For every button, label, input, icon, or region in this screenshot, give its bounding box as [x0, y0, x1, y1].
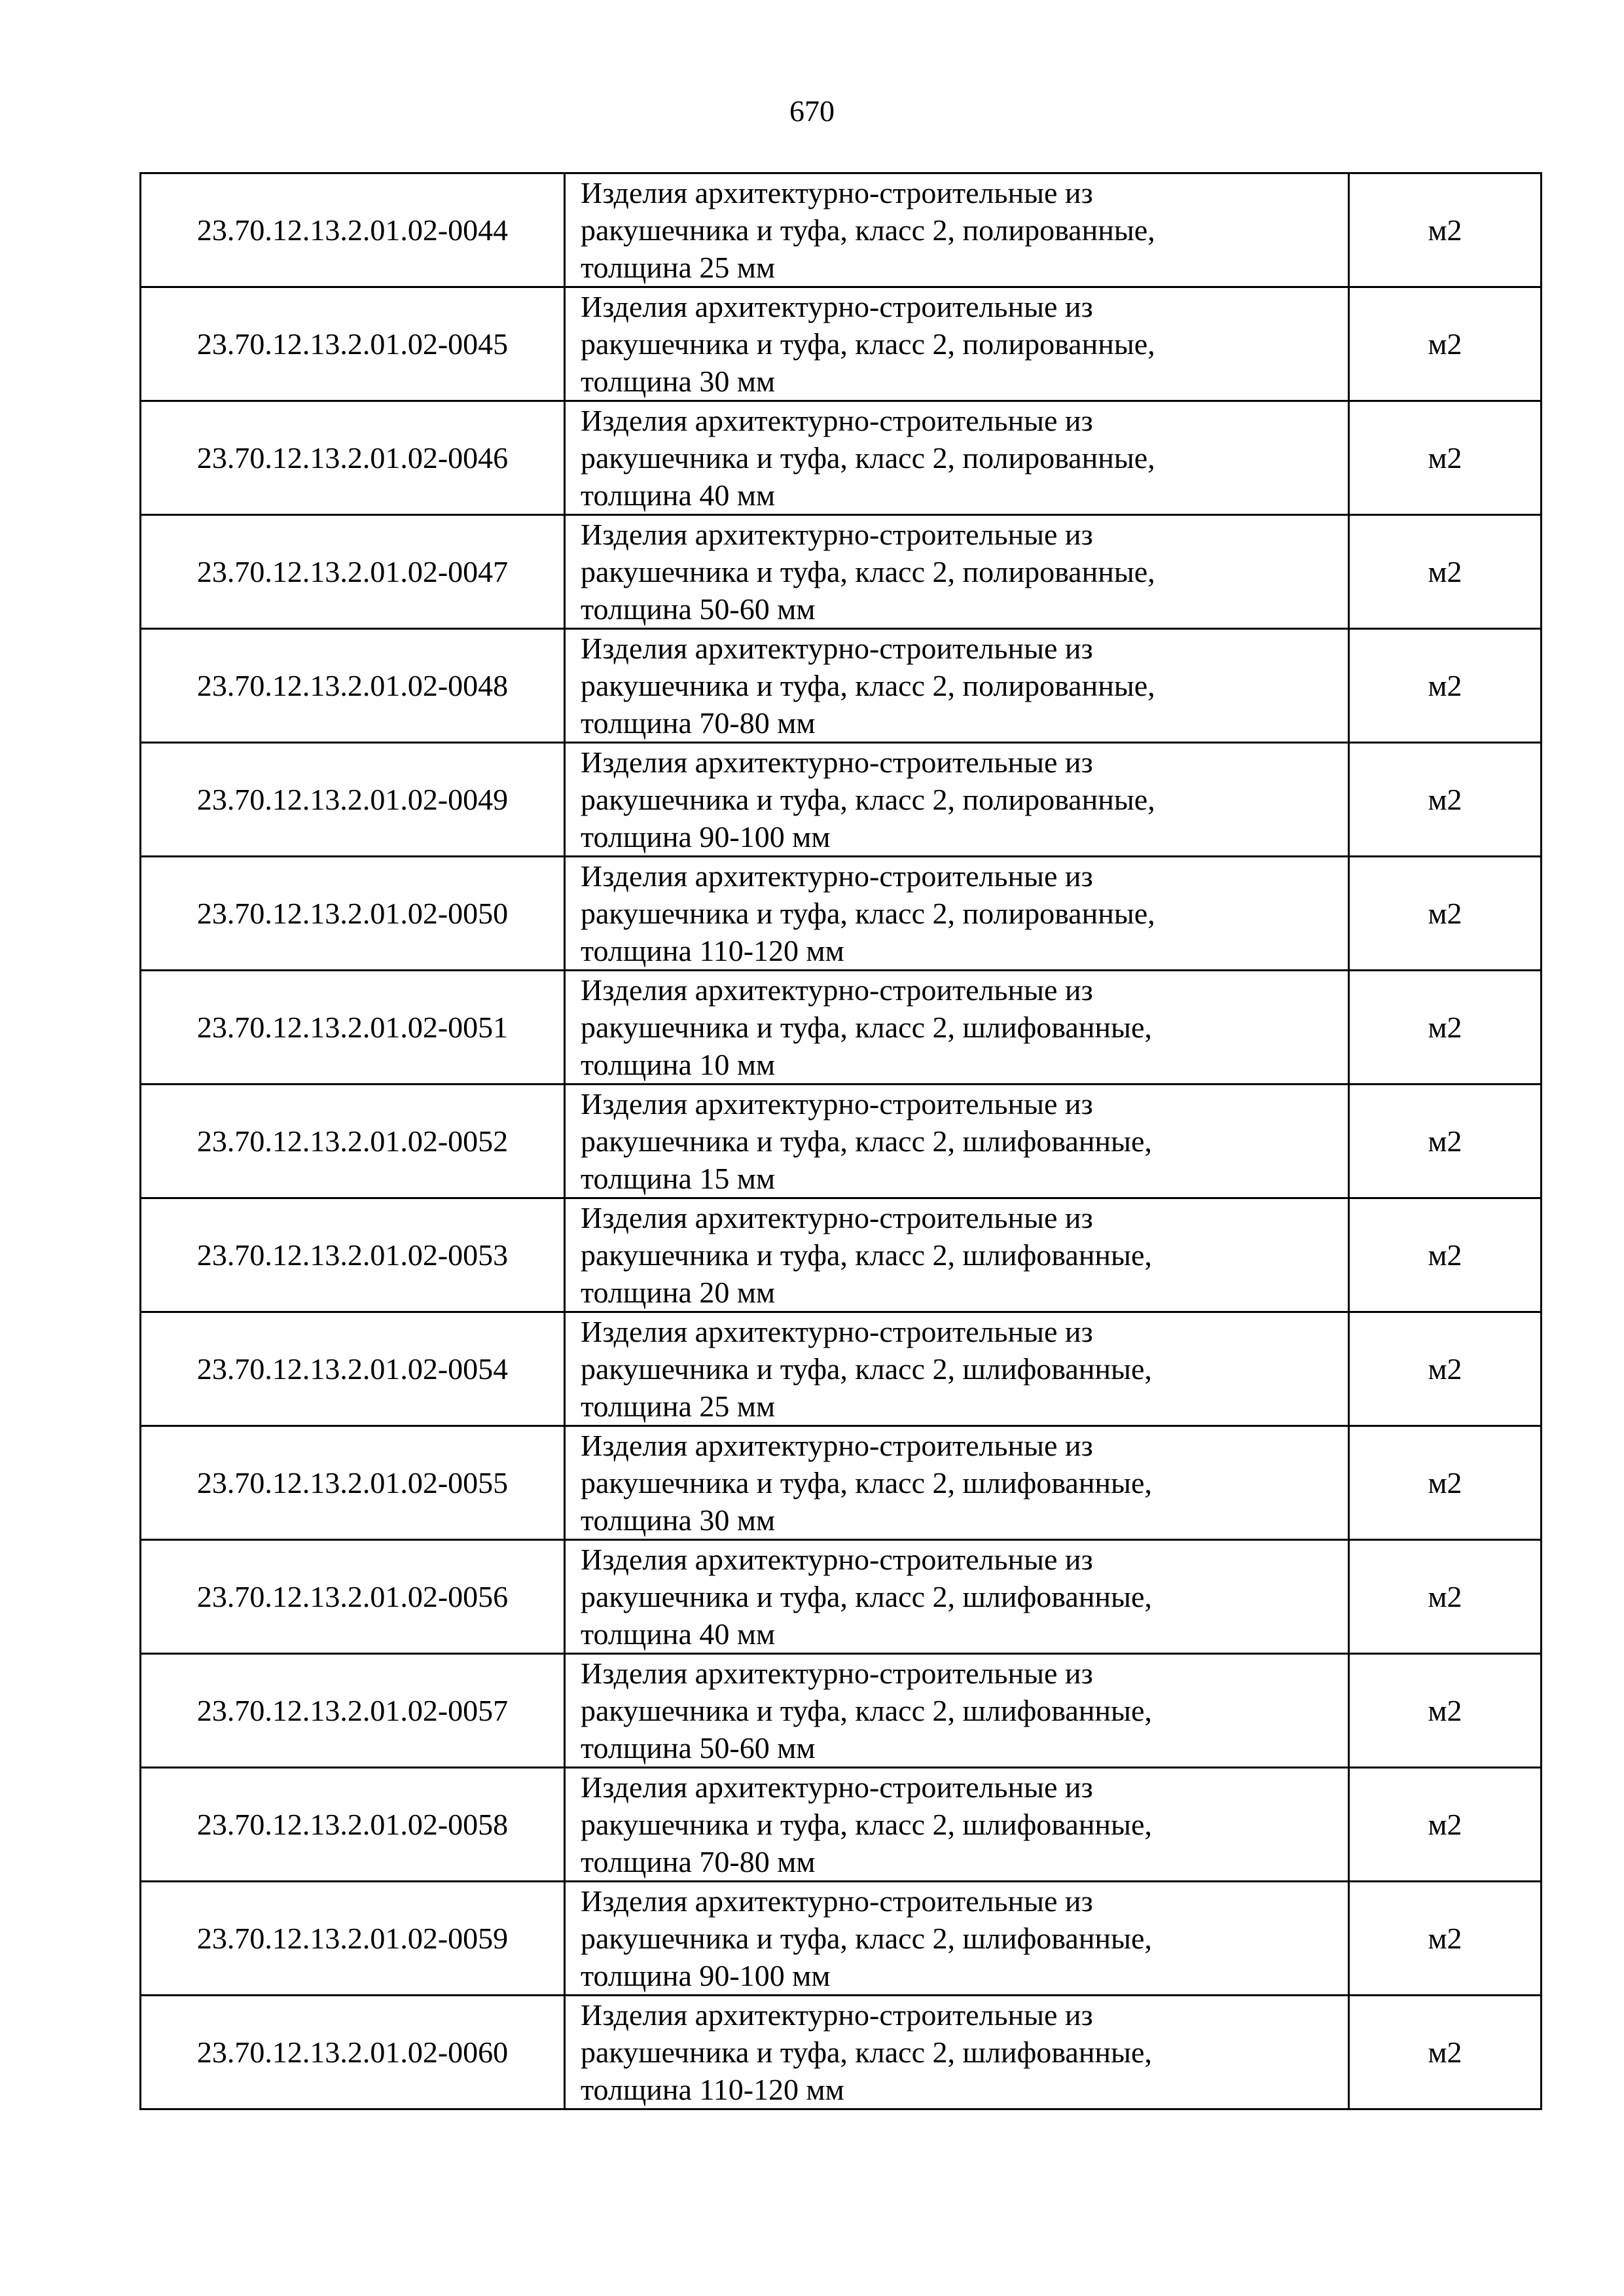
materials-table-body: [141, 173, 1542, 2109]
row-name-line: толщина 10 мм: [581, 1048, 776, 1081]
row-unit: м2: [1349, 173, 1542, 287]
row-name-line: Изделия архитектурно-строительные из: [581, 1770, 1093, 1804]
row-name-line: ракушечника и туфа, класс 2, полированные,: [581, 897, 1155, 930]
row-name: [565, 515, 1349, 629]
row-unit: м2: [1349, 857, 1542, 971]
row-name: [565, 1882, 1349, 1996]
table-row: [141, 743, 1542, 857]
row-name-line: Изделия архитектурно-строительные из: [581, 176, 1093, 209]
row-name-line: толщина 110-120 мм: [581, 2073, 844, 2106]
table-row: [141, 1996, 1542, 2109]
table-row: [141, 1540, 1542, 1654]
row-name-line: толщина 110-120 мм: [581, 934, 844, 967]
row-code: 23.70.12.13.2.01.02-0052: [141, 1085, 565, 1198]
row-name: [565, 1540, 1349, 1654]
row-name-line: ракушечника и туфа, класс 2, шлифованные,: [581, 2036, 1152, 2069]
table-row: [141, 287, 1542, 401]
row-code: 23.70.12.13.2.01.02-0044: [141, 173, 565, 287]
row-name-line: ракушечника и туфа, класс 2, шлифованные,: [581, 1922, 1152, 1955]
row-name-line: Изделия архитектурно-строительные из: [581, 745, 1093, 779]
row-code: 23.70.12.13.2.01.02-0049: [141, 743, 565, 857]
row-name: [565, 857, 1349, 971]
row-name: [565, 1654, 1349, 1768]
row-name-line: толщина 50-60 мм: [581, 1731, 816, 1765]
row-code: 23.70.12.13.2.01.02-0056: [141, 1540, 565, 1654]
row-unit: м2: [1349, 1882, 1542, 1996]
row-name-line: толщина 40 мм: [581, 1617, 776, 1651]
row-name-line: Изделия архитектурно-строительные из: [581, 1657, 1093, 1690]
row-unit: м2: [1349, 629, 1542, 743]
row-name: [565, 287, 1349, 401]
row-name-line: Изделия архитектурно-строительные из: [581, 1087, 1093, 1121]
table-row: [141, 857, 1542, 971]
table-row: [141, 173, 1542, 287]
row-name-line: толщина 30 мм: [581, 365, 776, 398]
row-code: 23.70.12.13.2.01.02-0055: [141, 1426, 565, 1540]
row-name-line: толщина 70-80 мм: [581, 1845, 816, 1878]
row-unit: м2: [1349, 1198, 1542, 1312]
row-name-line: толщина 15 мм: [581, 1162, 776, 1195]
row-name-line: толщина 25 мм: [581, 251, 776, 284]
row-name-line: ракушечника и туфа, класс 2, шлифованные,: [581, 1238, 1152, 1272]
row-name-line: Изделия архитектурно-строительные из: [581, 1429, 1093, 1462]
row-code: 23.70.12.13.2.01.02-0058: [141, 1768, 565, 1882]
row-name: [565, 1996, 1349, 2109]
row-code: 23.70.12.13.2.01.02-0060: [141, 1996, 565, 2109]
row-name: [565, 1312, 1349, 1426]
row-name-line: ракушечника и туфа, класс 2, полированные,: [581, 783, 1155, 816]
row-code: 23.70.12.13.2.01.02-0045: [141, 287, 565, 401]
row-name-line: Изделия архитектурно-строительные из: [581, 859, 1093, 893]
row-name-line: толщина 70-80 мм: [581, 706, 816, 740]
page-number: 670: [789, 94, 835, 128]
row-code: 23.70.12.13.2.01.02-0054: [141, 1312, 565, 1426]
row-name-line: ракушечника и туфа, класс 2, полированные,: [581, 213, 1155, 247]
row-unit: м2: [1349, 1654, 1542, 1768]
materials-table: [139, 172, 1542, 2110]
row-name-line: Изделия архитектурно-строительные из: [581, 973, 1093, 1007]
row-name-line: толщина 40 мм: [581, 478, 776, 512]
row-name-line: Изделия архитектурно-строительные из: [581, 290, 1093, 323]
table-row: [141, 1654, 1542, 1768]
row-name: [565, 1085, 1349, 1198]
row-name-line: толщина 25 мм: [581, 1390, 776, 1423]
row-name-line: ракушечника и туфа, класс 2, шлифованные,: [581, 1694, 1152, 1727]
row-name-line: Изделия архитектурно-строительные из: [581, 1201, 1093, 1234]
row-name-line: толщина 90-100 мм: [581, 820, 831, 853]
row-name-line: толщина 20 мм: [581, 1276, 776, 1309]
table-row: [141, 515, 1542, 629]
row-name-line: Изделия архитектурно-строительные из: [581, 1884, 1093, 1918]
row-name-line: ракушечника и туфа, класс 2, полированные,: [581, 327, 1155, 361]
row-name: [565, 629, 1349, 743]
row-name: [565, 1198, 1349, 1312]
table-row: [141, 1198, 1542, 1312]
row-name-line: Изделия архитектурно-строительные из: [581, 518, 1093, 551]
row-code: 23.70.12.13.2.01.02-0057: [141, 1654, 565, 1768]
row-name-line: толщина 50-60 мм: [581, 592, 816, 626]
row-unit: м2: [1349, 1996, 1542, 2109]
row-unit: м2: [1349, 1768, 1542, 1882]
row-name-line: ракушечника и туфа, класс 2, шлифованные,: [581, 1808, 1152, 1841]
row-name-line: ракушечника и туфа, класс 2, полированные,: [581, 555, 1155, 588]
table-row: [141, 1085, 1542, 1198]
row-unit: м2: [1349, 1540, 1542, 1654]
row-unit: м2: [1349, 287, 1542, 401]
row-code: 23.70.12.13.2.01.02-0051: [141, 971, 565, 1085]
row-name-line: Изделия архитектурно-строительные из: [581, 1543, 1093, 1576]
row-code: 23.70.12.13.2.01.02-0059: [141, 1882, 565, 1996]
row-name: [565, 1426, 1349, 1540]
row-name: [565, 743, 1349, 857]
row-unit: м2: [1349, 743, 1542, 857]
row-code: 23.70.12.13.2.01.02-0047: [141, 515, 565, 629]
row-name-line: ракушечника и туфа, класс 2, шлифованные,: [581, 1352, 1152, 1386]
row-unit: м2: [1349, 401, 1542, 515]
row-code: 23.70.12.13.2.01.02-0053: [141, 1198, 565, 1312]
row-name: [565, 1768, 1349, 1882]
table-row: [141, 401, 1542, 515]
row-name-line: ракушечника и туфа, класс 2, шлифованные,: [581, 1580, 1152, 1613]
table-row: [141, 1882, 1542, 1996]
row-name-line: толщина 30 мм: [581, 1503, 776, 1537]
row-code: 23.70.12.13.2.01.02-0048: [141, 629, 565, 743]
row-name-line: Изделия архитектурно-строительные из: [581, 1998, 1093, 2032]
row-unit: м2: [1349, 1312, 1542, 1426]
row-name-line: ракушечника и туфа, класс 2, шлифованные,: [581, 1011, 1152, 1044]
row-name-line: ракушечника и туфа, класс 2, полированные,: [581, 669, 1155, 702]
table-row: [141, 1768, 1542, 1882]
table-row: [141, 1312, 1542, 1426]
row-name: [565, 971, 1349, 1085]
row-name-line: толщина 90-100 мм: [581, 1959, 831, 1992]
row-code: 23.70.12.13.2.01.02-0046: [141, 401, 565, 515]
row-unit: м2: [1349, 971, 1542, 1085]
row-name: [565, 401, 1349, 515]
row-name-line: Изделия архитектурно-строительные из: [581, 404, 1093, 437]
row-unit: м2: [1349, 1085, 1542, 1198]
table-row: [141, 971, 1542, 1085]
table-row: [141, 629, 1542, 743]
row-name-line: ракушечника и туфа, класс 2, шлифованные,: [581, 1466, 1152, 1499]
row-unit: м2: [1349, 1426, 1542, 1540]
row-name-line: ракушечника и туфа, класс 2, шлифованные,: [581, 1124, 1152, 1158]
row-name-line: Изделия архитектурно-строительные из: [581, 1315, 1093, 1348]
row-name-line: Изделия архитектурно-строительные из: [581, 632, 1093, 665]
row-code: 23.70.12.13.2.01.02-0050: [141, 857, 565, 971]
row-name-line: ракушечника и туфа, класс 2, полированные,: [581, 441, 1155, 475]
row-name: [565, 173, 1349, 287]
table-row: [141, 1426, 1542, 1540]
row-unit: м2: [1349, 515, 1542, 629]
